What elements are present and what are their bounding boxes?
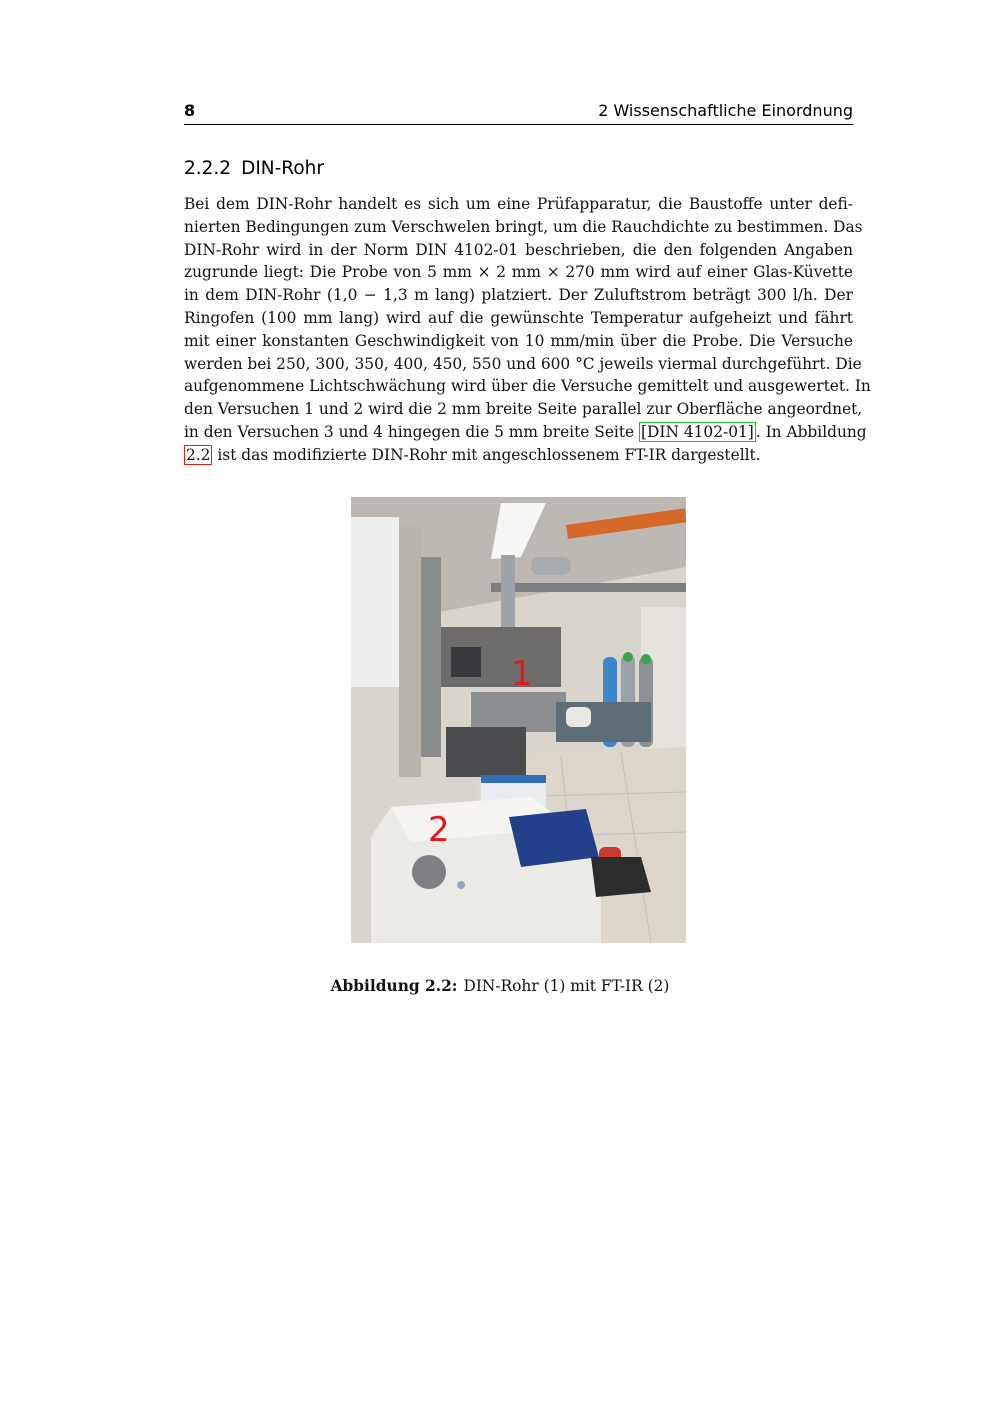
paragraph-line: werden bei 250, 300, 350, 400, 450, 550 und 600 °C jeweils viermal durchgeführt. Die <box>184 354 862 373</box>
paragraph-line: aufgenommene Lichtschwächung wird über die Versuche gemittelt und ausgewertet. In <box>184 377 871 396</box>
line-text: ist das modifizierte DIN-Rohr mit angeschlossenem FT-IR dargestellt. <box>212 445 761 464</box>
section-title: DIN-Rohr <box>241 158 324 179</box>
photo-marker-1: 1 <box>511 654 533 694</box>
paragraph-line: zugrunde liegt: Die Probe von 5 mm × 2 mm × 270 mm wird auf einer Glas-Küvette <box>184 263 853 282</box>
citation-link[interactable]: [DIN 4102-01] <box>641 422 754 441</box>
body-paragraph <box>184 193 871 467</box>
paragraph-line: DIN-Rohr wird in der Norm DIN 4102-01 beschrieben, die den folgenden Angaben <box>184 240 853 259</box>
figure-photo <box>351 497 686 943</box>
section-heading <box>184 158 324 179</box>
line-text: in den Versuchen 3 und 4 hingegen die 5 mm breite Seite <box>184 422 640 441</box>
paragraph-line: den Versuchen 1 und 2 wird die 2 mm breite Seite parallel zur Oberfläche angeordnet, <box>184 400 863 419</box>
paragraph-line: Ringofen (100 mm lang) wird auf die gewünschte Temperatur aufgeheizt und fährt <box>184 308 853 327</box>
page-number: 8 <box>184 101 196 120</box>
paragraph-line: nierten Bedingungen zum Verschwelen bringt, um die Rauchdichte zu bestimmen. Das <box>184 217 863 236</box>
section-number: 2.2.2 <box>184 158 232 179</box>
running-header <box>184 100 853 125</box>
caption-label: Abbildung 2.2: <box>330 977 458 995</box>
line-text: . In Abbildung <box>755 422 867 441</box>
photo-marker-2: 2 <box>428 810 450 850</box>
paragraph-line: in dem DIN-Rohr (1,0 − 1,3 m lang) platziert. Der Zuluftstrom beträgt 300 l/h. Der <box>184 286 853 305</box>
figure-reference-link[interactable]: 2.2 <box>186 445 211 464</box>
paragraph-line: Bei dem DIN-Rohr handelt es sich um eine Prüfapparatur, die Baustoffe unter defi- <box>184 195 853 213</box>
lab-photo-illustration <box>351 497 686 943</box>
chapter-title: 2 Wissenschaftliche Einordnung <box>598 101 853 120</box>
paragraph-line: mit einer konstanten Geschwindigkeit von 10 mm/min über die Probe. Die Versuche <box>184 331 853 350</box>
paragraph-line <box>184 421 867 444</box>
figure-caption <box>0 977 1000 995</box>
caption-text: DIN-Rohr (1) mit FT-IR (2) <box>463 977 670 995</box>
paragraph-line <box>184 444 853 467</box>
